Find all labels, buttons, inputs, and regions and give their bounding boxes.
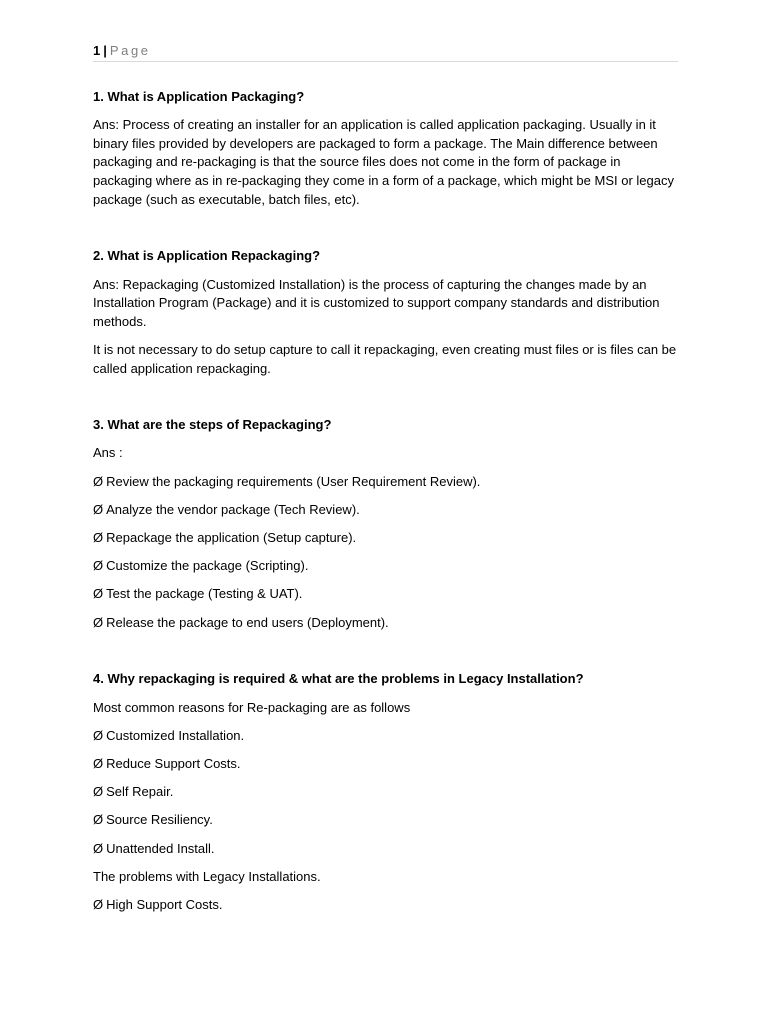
step-text: Review the packaging requirements (User Requirement Review).	[106, 473, 481, 489]
list-item	[93, 473, 678, 492]
question-1-answer: Ans: Process of creating an installer for an application is called application packaging. Usually in it binary files provided by developers are packaged to form a package. The Main difference between packaging and re-packaging is that the source files does not come in the form of package in packaging where as in re-packaging they come in a form of a package, which might be MSI or legacy package (such as executable, batch files, etc).	[93, 117, 674, 207]
section-spacer	[93, 219, 678, 248]
bullet-icon: Ø	[93, 530, 104, 546]
bullet-icon: Ø	[93, 473, 104, 489]
question-3-ans-label: Ans :	[93, 445, 123, 461]
page-word: Page	[109, 43, 151, 58]
list-item	[93, 840, 678, 859]
reason-text: Source Resiliency.	[106, 812, 213, 828]
reason-text: Customized Installation.	[106, 727, 245, 743]
list-item	[93, 783, 678, 802]
header-separator: |	[103, 43, 107, 58]
step-text: Test the package (Testing & UAT).	[106, 586, 303, 602]
question-4-problems-intro: The problems with Legacy Installations.	[93, 868, 321, 884]
step-text: Repackage the application (Setup capture).	[106, 530, 357, 546]
question-2-answer: Ans: Repackaging (Customized Installation) is the process of capturing the changes made by an Installation Program (Package) and it is customized to support company standards and distribution methods.	[93, 276, 660, 329]
section-spacer	[93, 388, 678, 417]
bullet-icon: Ø	[93, 812, 104, 828]
problem-text: High Support Costs.	[106, 896, 223, 912]
list-item	[93, 614, 678, 633]
list-item	[93, 501, 678, 520]
step-text: Analyze the vendor package (Tech Review).	[106, 501, 360, 517]
question-1-heading: 1. What is Application Packaging?	[93, 89, 305, 104]
bullet-icon: Ø	[93, 840, 104, 856]
page-header	[93, 42, 678, 62]
list-item	[93, 529, 678, 548]
page-number: 1	[93, 43, 101, 58]
bullet-icon: Ø	[93, 614, 104, 630]
section-spacer	[93, 642, 678, 671]
list-item	[93, 811, 678, 830]
question-2-heading: 2. What is Application Repackaging?	[93, 248, 321, 264]
reason-text: Unattended Install.	[106, 840, 215, 856]
list-item	[93, 755, 678, 774]
question-2-answer-note: It is not necessary to do setup capture to call it repackaging, even creating must files or is files can be called application repackaging.	[93, 341, 677, 376]
bullet-icon: Ø	[93, 896, 104, 912]
question-4-heading: 4. Why repackaging is required & what are the problems in Legacy Installation?	[93, 671, 584, 687]
list-item	[93, 585, 678, 604]
step-text: Customize the package (Scripting).	[106, 558, 309, 574]
bullet-icon: Ø	[93, 501, 104, 517]
list-item	[93, 896, 678, 915]
bullet-icon: Ø	[93, 755, 104, 771]
bullet-icon: Ø	[93, 558, 104, 574]
list-item	[93, 727, 678, 746]
question-3-heading: 3. What are the steps of Repackaging?	[93, 417, 332, 433]
bullet-icon: Ø	[93, 586, 104, 602]
reason-text: Self Repair.	[106, 784, 174, 800]
bullet-icon: Ø	[93, 784, 104, 800]
question-4-intro: Most common reasons for Re-packaging are as follows	[93, 699, 411, 715]
list-item	[93, 557, 678, 576]
bullet-icon: Ø	[93, 727, 104, 743]
reason-text: Reduce Support Costs.	[106, 755, 241, 771]
step-text: Release the package to end users (Deployment).	[106, 614, 389, 630]
document-body	[93, 88, 678, 924]
